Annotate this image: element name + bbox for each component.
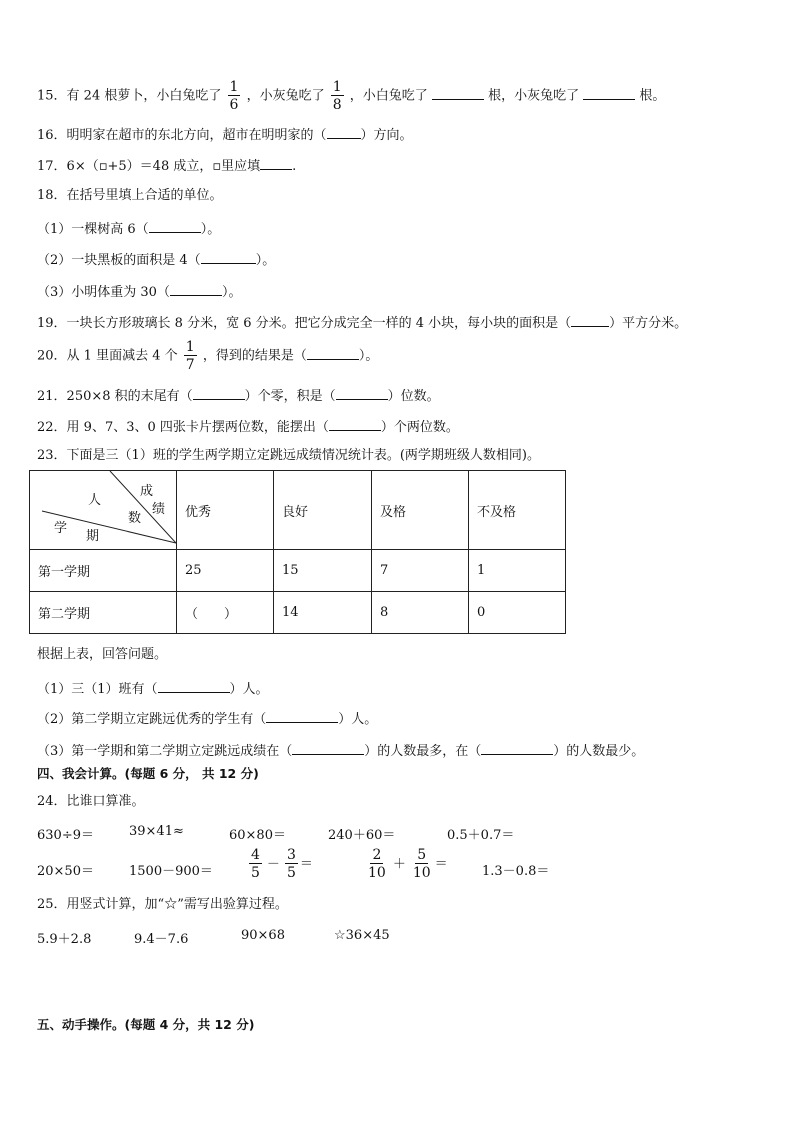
column-header: 优秀	[177, 471, 274, 550]
question-22: 22．用 9、7、3、0 四张卡片摆两位数，能摆出（ ）个两位数。	[37, 416, 459, 437]
column-header: 良好	[274, 471, 372, 550]
calc-item: 20×50＝	[37, 864, 94, 879]
answer-blank[interactable]	[292, 740, 364, 755]
calc-item: 0.5＋0.7＝	[447, 828, 515, 843]
question-23-prompt: 根据上表，回答问题。	[37, 647, 168, 662]
question-23-title: 23．下面是三（1）班的学生两学期立定跳远成绩情况统计表。(两学期班级人数相同)。	[37, 448, 540, 463]
vertical-calc-item: 5.9＋2.8	[37, 932, 92, 947]
header-label-qi: 期	[86, 529, 100, 544]
question-23-2: （2）第二学期立定跳远优秀的学生有（ ）人。	[37, 708, 377, 729]
question-25-title: 25．用竖式计算，加“☆”需写出验算过程。	[37, 897, 288, 912]
row-label: 第二学期	[30, 592, 177, 634]
question-19: 19．一块长方形玻璃长 8 分米，宽 6 分米。把它分成完全一样的 4 小块，每小块的面积是（ ）平方分米。	[37, 312, 687, 333]
table-cell: 1	[469, 550, 566, 592]
question-24-title: 24．比谁口算准。	[37, 794, 145, 809]
answer-blank[interactable]	[170, 281, 222, 296]
vertical-calc-item: 9.4－7.6	[134, 932, 189, 947]
calc-item: 39×41≈	[129, 824, 184, 839]
header-label-xue: 学	[54, 521, 68, 536]
calc-item: 630÷9＝	[37, 828, 94, 843]
diagonal-header-cell	[30, 471, 177, 550]
answer-blank[interactable]	[193, 385, 245, 400]
header-label-ji: 绩	[152, 502, 166, 517]
answer-blank[interactable]	[481, 740, 553, 755]
table-cell-blank[interactable]: （ ）	[177, 592, 274, 634]
answer-blank[interactable]	[158, 678, 230, 693]
header-label-shu: 数	[128, 511, 142, 526]
question-23-3: （3）第一学期和第二学期立定跳远成绩在（ ）的人数最多，在（ ）的人数最少。	[37, 740, 644, 761]
fraction-one-seventh: $\frac{1}{7}$	[185, 339, 195, 373]
question-20: 20．从 1 里面减去 4 个 $\frac{1}{7}$ ，得到的结果是（ ）。	[37, 339, 379, 373]
calc-item: 1.3－0.8＝	[482, 864, 550, 879]
question-18-1: （1）一棵树高 6（ ）。	[37, 218, 220, 239]
header-label-ren: 人	[88, 493, 102, 508]
table-cell: 0	[469, 592, 566, 634]
table-cell: 7	[372, 550, 469, 592]
question-18-3: （3）小明体重为 30（ ）。	[37, 281, 241, 302]
question-15: 15．有 24 根萝卜，小白兔吃了 $\frac{1}{6}$ ，小灰兔吃了 $\frac{1}{8}$ ，小白兔吃了 根，小灰兔吃了 根。	[37, 79, 666, 113]
table-row	[30, 550, 566, 592]
section-4-heading: 四、我会计算。(每题 6 分， 共 12 分)	[37, 766, 259, 781]
calc-item: 60×80＝	[229, 828, 286, 843]
answer-blank[interactable]	[260, 155, 292, 170]
answer-blank[interactable]	[149, 218, 201, 233]
answer-blank[interactable]	[583, 85, 635, 100]
answer-blank[interactable]	[329, 416, 381, 431]
table-cell: 25	[177, 550, 274, 592]
fraction-one-sixth: $\frac{1}{6}$	[229, 79, 239, 113]
answer-blank[interactable]	[432, 85, 484, 100]
calc-item: 1500－900＝	[129, 864, 213, 879]
vertical-calc-item: 90×68	[241, 928, 285, 943]
header-label-cheng: 成	[140, 484, 154, 499]
answer-blank[interactable]	[336, 385, 388, 400]
question-17: 17．6×（▫+5）＝48 成立，▫里应填 .	[37, 155, 296, 176]
column-header: 及格	[372, 471, 469, 550]
table-cell: 8	[372, 592, 469, 634]
vertical-calc-item: ☆36×45	[334, 928, 390, 943]
question-23-1: （1）三（1）班有（ ）人。	[37, 678, 269, 699]
table-row	[30, 592, 566, 634]
table-cell: 14	[274, 592, 372, 634]
answer-blank[interactable]	[327, 124, 361, 139]
question-18-title: 18．在括号里填上合适的单位。	[37, 188, 223, 203]
question-18-2: （2）一块黑板的面积是 4（ ）。	[37, 249, 275, 270]
table-cell: 15	[274, 550, 372, 592]
column-header: 不及格	[469, 471, 566, 550]
question-16: 16．明明家在超市的东北方向，超市在明明家的（ ）方向。	[37, 124, 413, 145]
answer-blank[interactable]	[307, 345, 359, 360]
answer-blank[interactable]	[201, 249, 256, 264]
fraction-one-eighth: $\frac{1}{8}$	[332, 79, 342, 113]
calc-item: 240＋60＝	[328, 828, 396, 843]
row-label: 第一学期	[30, 550, 177, 592]
section-5-heading: 五、动手操作。(每题 4 分，共 12 分)	[37, 1017, 255, 1032]
question-21: 21．250×8 积的末尾有（ ）个零，积是（ ）位数。	[37, 385, 440, 406]
answer-blank[interactable]	[571, 312, 609, 327]
calc-fraction-a: $\frac{4}{5}$ － $\frac{3}{5}$ ＝	[251, 847, 313, 881]
answer-blank[interactable]	[266, 708, 338, 723]
calc-fraction-b: $\frac{2}{10}$ ＋ $\frac{5}{10}$ ＝	[368, 847, 448, 881]
score-table	[29, 470, 566, 634]
